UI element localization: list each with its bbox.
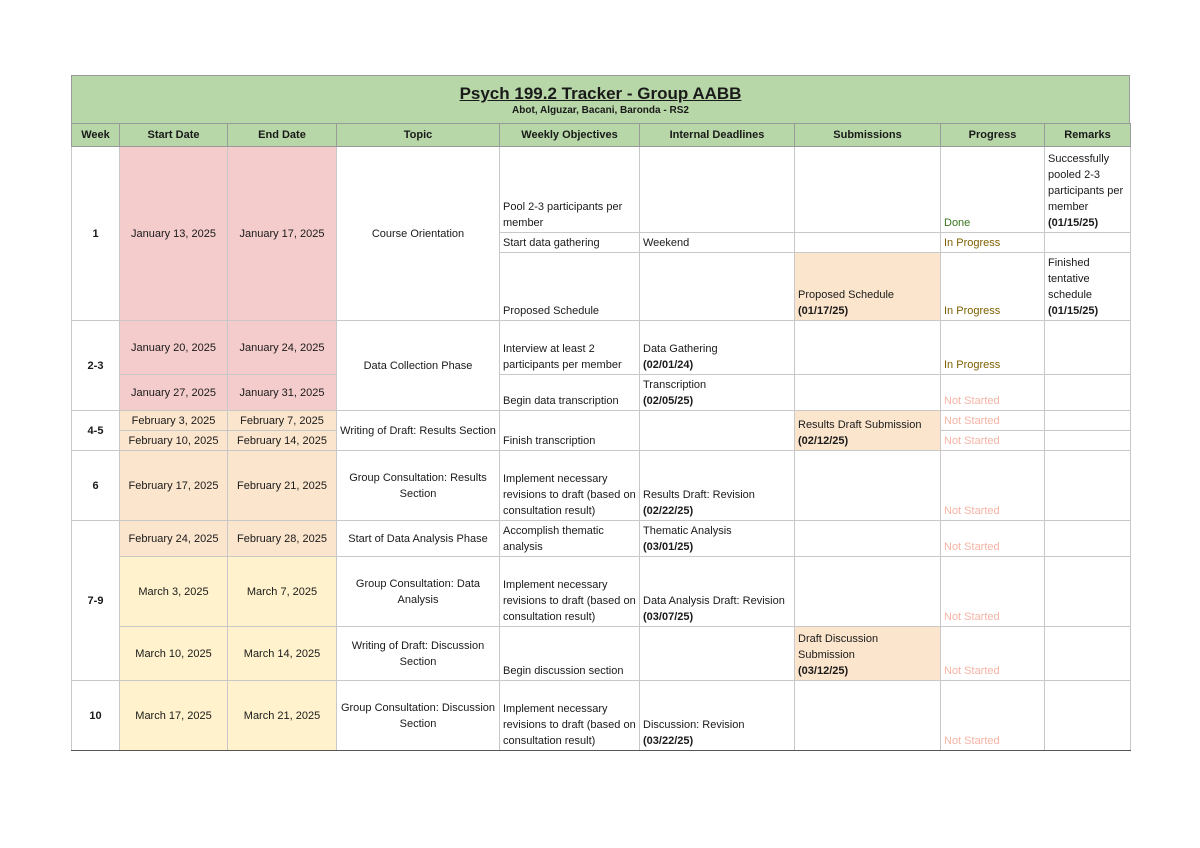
deadline-cell[interactable] — [640, 321, 795, 375]
end-date-cell[interactable]: January 24, 2025 — [228, 321, 337, 375]
deadline-cell[interactable] — [640, 557, 795, 627]
remarks-cell[interactable] — [1045, 681, 1131, 751]
topic-cell[interactable]: Writing of Draft: Results Section — [337, 411, 500, 451]
submission-cell[interactable] — [795, 451, 941, 521]
start-date-cell[interactable]: March 17, 2025 — [120, 681, 228, 751]
table-row — [72, 375, 1131, 411]
objective-cell[interactable]: Implement necessary revisions to draft (based on consultation result) — [500, 451, 640, 521]
deadline-cell[interactable] — [640, 627, 795, 681]
deadline-text: Thematic Analysis — [643, 525, 732, 537]
end-date-cell[interactable]: March 14, 2025 — [228, 627, 337, 681]
start-date-cell[interactable]: February 10, 2025 — [120, 431, 228, 451]
start-date-cell[interactable]: March 10, 2025 — [120, 627, 228, 681]
progress-cell[interactable]: Not Started — [941, 451, 1045, 521]
progress-cell[interactable]: Not Started — [941, 375, 1045, 411]
topic-cell[interactable]: Writing of Draft: Discussion Section — [337, 627, 500, 681]
remarks-cell[interactable] — [1045, 627, 1131, 681]
submission-cell[interactable] — [795, 321, 941, 375]
remarks-date: (01/15/25) — [1048, 217, 1099, 229]
end-date-cell[interactable]: January 17, 2025 — [228, 147, 337, 321]
table-row — [72, 557, 1131, 627]
start-date-cell[interactable]: January 13, 2025 — [120, 147, 228, 321]
deadline-text: Discussion: Revision — [643, 719, 745, 731]
progress-cell[interactable]: Not Started — [941, 431, 1045, 451]
col-weekly-objectives[interactable]: Weekly Objectives — [500, 124, 640, 147]
end-date-cell[interactable]: January 31, 2025 — [228, 375, 337, 411]
progress-cell[interactable]: Not Started — [941, 681, 1045, 751]
submission-cell[interactable] — [795, 147, 941, 233]
progress-cell[interactable]: Not Started — [941, 557, 1045, 627]
topic-cell[interactable]: Group Consultation: Discussion Section — [337, 681, 500, 751]
end-date-cell[interactable]: February 14, 2025 — [228, 431, 337, 451]
tracker-sheet — [71, 75, 1130, 751]
objective-cell[interactable]: Begin data transcription — [500, 375, 640, 411]
deadline-date: (02/22/25) — [643, 505, 694, 517]
objective-cell[interactable]: Implement necessary revisions to draft (based on consultation result) — [500, 681, 640, 751]
table-row — [72, 411, 1131, 431]
progress-cell[interactable]: In Progress — [941, 321, 1045, 375]
submission-cell[interactable] — [795, 557, 941, 627]
submission-text: Proposed Schedule — [798, 289, 895, 301]
remarks-date: (01/15/25) — [1048, 305, 1099, 317]
objective-cell[interactable]: Pool 2-3 participants per member — [500, 147, 640, 233]
topic-cell[interactable]: Group Consultation: Data Analysis — [337, 557, 500, 627]
objective-cell[interactable]: Proposed Schedule — [500, 253, 640, 321]
remarks-cell[interactable] — [1045, 431, 1131, 451]
remarks-cell[interactable] — [1045, 557, 1131, 627]
progress-cell[interactable]: In Progress — [941, 253, 1045, 321]
deadline-date: (03/07/25) — [643, 611, 694, 623]
remarks-cell[interactable] — [1045, 451, 1131, 521]
progress-cell[interactable]: In Progress — [941, 233, 1045, 253]
submission-cell[interactable] — [795, 411, 941, 451]
table-row — [72, 521, 1131, 557]
deadline-text: Results Draft: Revision — [643, 489, 755, 501]
objective-cell[interactable]: Implement necessary revisions to draft (based on consultation result) — [500, 557, 640, 627]
start-date-cell[interactable]: January 27, 2025 — [120, 375, 228, 411]
deadline-date: (03/01/25) — [643, 541, 694, 553]
submission-date: (03/12/25) — [798, 665, 849, 677]
col-week[interactable]: Week — [72, 124, 120, 147]
progress-cell[interactable]: Not Started — [941, 627, 1045, 681]
col-internal-deadlines[interactable]: Internal Deadlines — [640, 124, 795, 147]
col-progress[interactable]: Progress — [941, 124, 1045, 147]
start-date-cell[interactable]: February 3, 2025 — [120, 411, 228, 431]
col-topic[interactable]: Topic — [337, 124, 500, 147]
progress-cell[interactable]: Not Started — [941, 411, 1045, 431]
deadline-cell[interactable] — [640, 451, 795, 521]
end-date-cell[interactable]: February 21, 2025 — [228, 451, 337, 521]
topic-cell[interactable]: Start of Data Analysis Phase — [337, 521, 500, 557]
remarks-cell[interactable] — [1045, 253, 1131, 321]
tracker-table — [71, 123, 1131, 751]
week-cell[interactable]: 10 — [72, 681, 120, 751]
remarks-cell[interactable] — [1045, 375, 1131, 411]
submission-cell[interactable] — [795, 253, 941, 321]
table-row — [72, 681, 1131, 751]
week-cell[interactable]: 4-5 — [72, 411, 120, 451]
sheet-title: Psych 199.2 Tracker - Group AABB — [459, 84, 742, 103]
remarks-text: Finished tentative schedule — [1048, 257, 1093, 301]
remarks-text: Successfully pooled 2-3 participants per member — [1048, 153, 1124, 213]
deadline-cell[interactable] — [640, 147, 795, 233]
objective-cell[interactable]: Begin discussion section — [500, 627, 640, 681]
deadline-cell[interactable] — [640, 411, 795, 451]
week-cell[interactable]: 7-9 — [72, 521, 120, 681]
deadline-cell[interactable] — [640, 375, 795, 411]
end-date-cell[interactable]: March 7, 2025 — [228, 557, 337, 627]
week-cell[interactable]: 2-3 — [72, 321, 120, 411]
deadline-cell[interactable] — [640, 521, 795, 557]
progress-cell[interactable]: Done — [941, 147, 1045, 233]
submission-cell[interactable] — [795, 233, 941, 253]
start-date-cell[interactable]: January 20, 2025 — [120, 321, 228, 375]
deadline-text: Data Analysis Draft: Revision — [643, 595, 785, 607]
deadline-date: (02/05/25) — [643, 395, 694, 407]
remarks-cell[interactable] — [1045, 411, 1131, 431]
deadline-cell[interactable] — [640, 681, 795, 751]
col-start-date[interactable]: Start Date — [120, 124, 228, 147]
remarks-cell[interactable] — [1045, 521, 1131, 557]
col-submissions[interactable]: Submissions — [795, 124, 941, 147]
remarks-cell[interactable] — [1045, 321, 1131, 375]
submission-date: (01/17/25) — [798, 305, 849, 317]
topic-cell[interactable]: Course Orientation — [337, 147, 500, 321]
topic-cell[interactable]: Data Collection Phase — [337, 321, 500, 411]
sheet-subtitle: Abot, Alguzar, Bacani, Baronda - RS2 — [512, 105, 689, 116]
table-row — [72, 147, 1131, 233]
table-row — [72, 321, 1131, 375]
start-date-cell[interactable]: February 17, 2025 — [120, 451, 228, 521]
deadline-cell[interactable]: Weekend — [640, 233, 795, 253]
objective-cell[interactable]: Start data gathering — [500, 233, 640, 253]
end-date-cell[interactable]: February 28, 2025 — [228, 521, 337, 557]
table-row — [72, 627, 1131, 681]
end-date-cell[interactable]: March 21, 2025 — [228, 681, 337, 751]
column-header-row — [72, 124, 1131, 147]
deadline-text: Data Gathering — [643, 343, 718, 355]
col-end-date[interactable]: End Date — [228, 124, 337, 147]
submission-date: (02/12/25) — [798, 435, 849, 447]
submission-cell[interactable] — [795, 627, 941, 681]
week-cell[interactable]: 6 — [72, 451, 120, 521]
deadline-text: Transcription — [643, 379, 707, 391]
progress-cell[interactable]: Not Started — [941, 521, 1045, 557]
deadline-date: (03/22/25) — [643, 735, 694, 747]
title-block — [71, 75, 1130, 123]
deadline-date: (02/01/24) — [643, 359, 694, 371]
col-remarks[interactable]: Remarks — [1045, 124, 1131, 147]
remarks-cell[interactable] — [1045, 233, 1131, 253]
deadline-cell[interactable] — [640, 253, 795, 321]
submission-cell[interactable] — [795, 521, 941, 557]
submission-text: Results Draft Submission — [798, 419, 922, 431]
week-cell[interactable]: 1 — [72, 147, 120, 321]
start-date-cell[interactable]: February 24, 2025 — [120, 521, 228, 557]
submission-cell[interactable] — [795, 681, 941, 751]
remarks-cell[interactable] — [1045, 147, 1131, 233]
topic-cell[interactable]: Group Consultation: Results Section — [337, 451, 500, 521]
objective-cell[interactable]: Interview at least 2 participants per member — [500, 321, 640, 375]
objective-cell[interactable]: Finish transcription — [500, 411, 640, 451]
objective-cell[interactable]: Accomplish thematic analysis — [500, 521, 640, 557]
submission-cell[interactable] — [795, 375, 941, 411]
submission-text: Draft Discussion Submission — [798, 633, 879, 661]
start-date-cell[interactable]: March 3, 2025 — [120, 557, 228, 627]
end-date-cell[interactable]: February 7, 2025 — [228, 411, 337, 431]
table-row — [72, 451, 1131, 521]
